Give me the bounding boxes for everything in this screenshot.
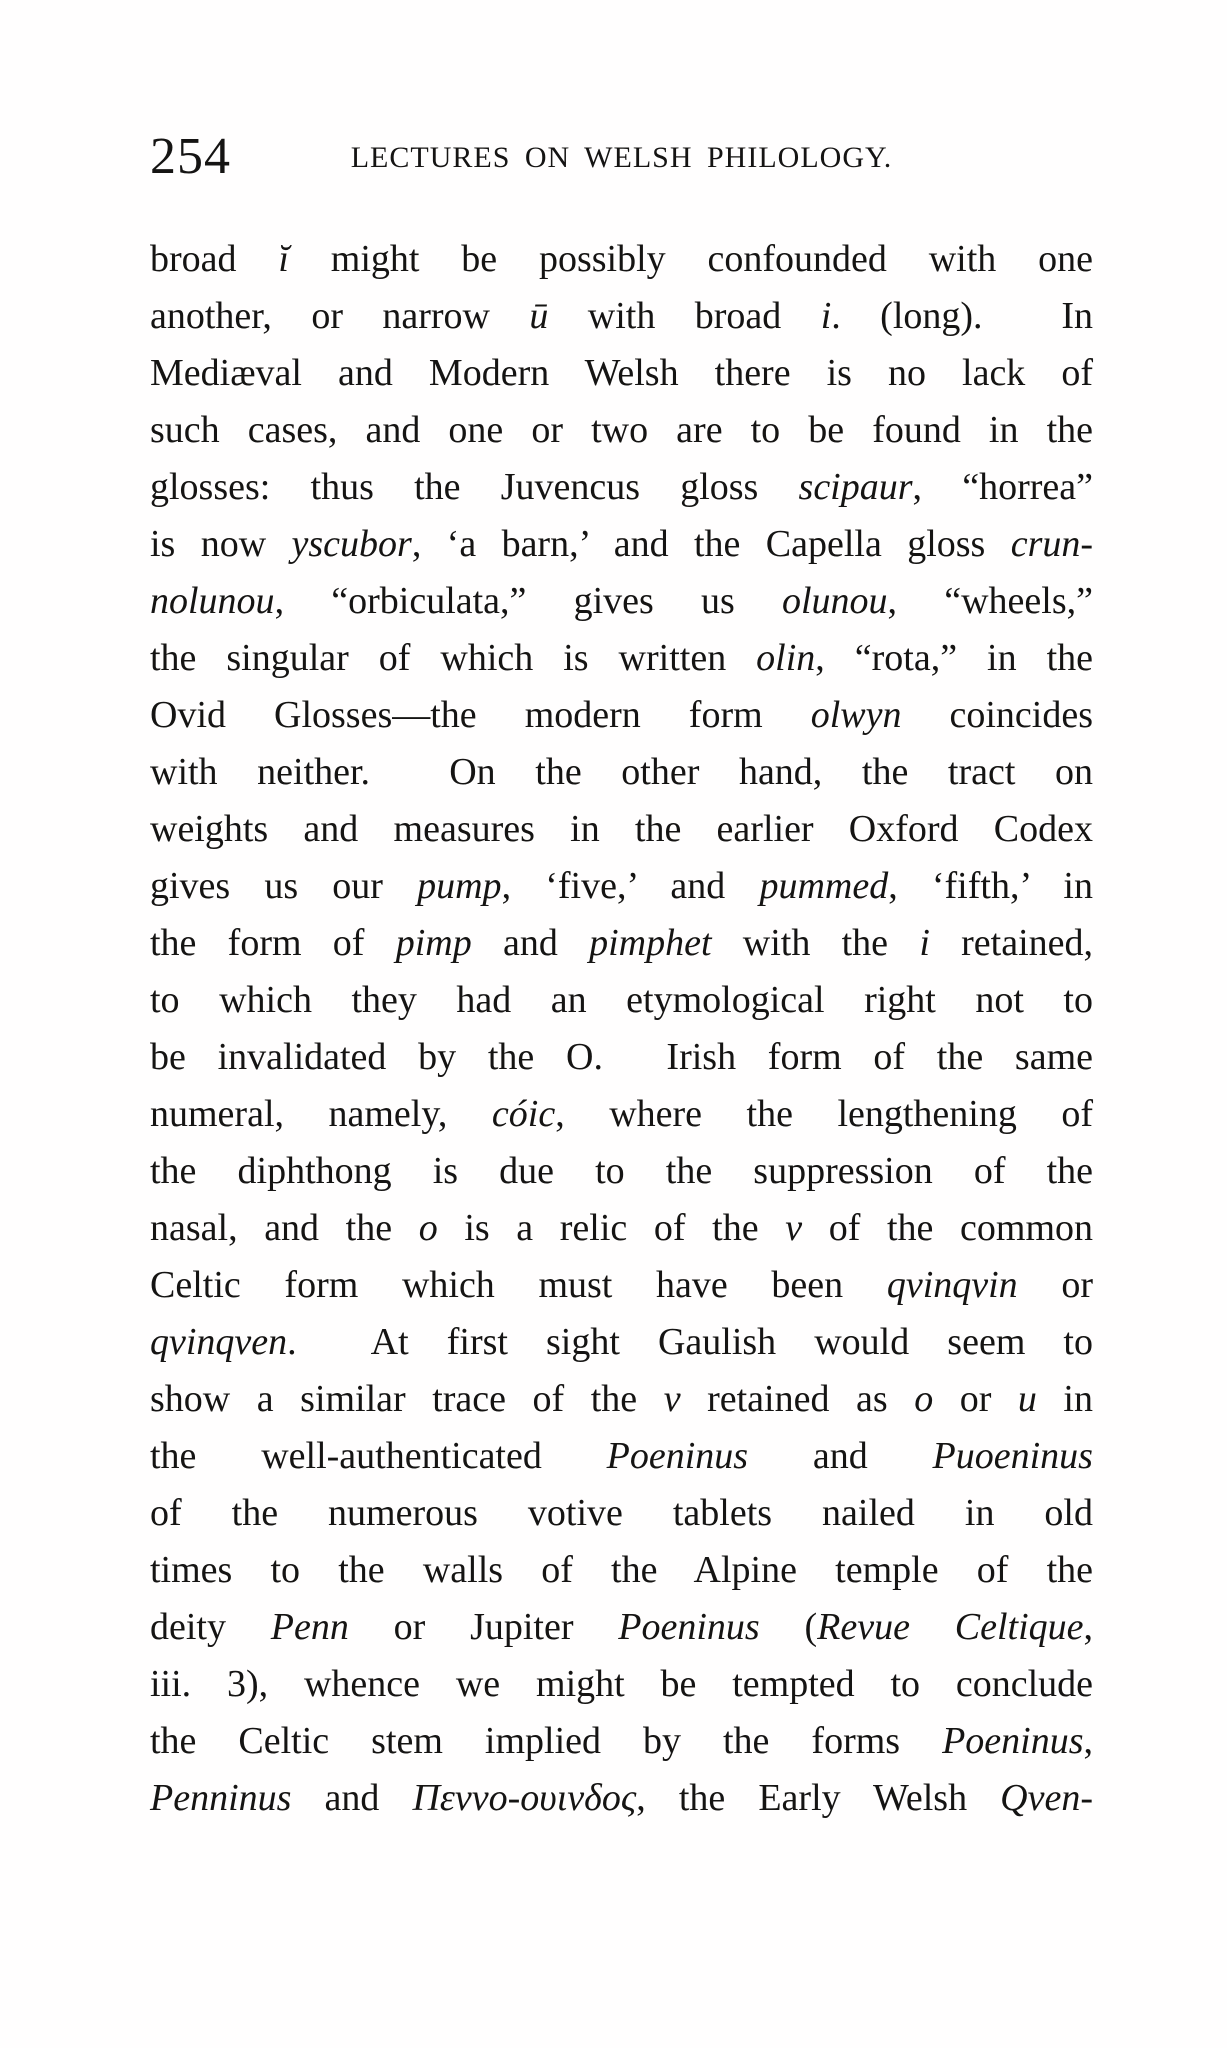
text-line (150, 1086, 1093, 1143)
italic-text: Poeninus (606, 1435, 749, 1477)
roman-text: , ‘fifth,’ in (888, 865, 1093, 907)
text-line (150, 858, 1093, 915)
roman-text: broad (150, 238, 279, 280)
italic-text: qvinqven (150, 1321, 288, 1363)
roman-text: . (long). In (831, 295, 1093, 337)
roman-text: or Jupiter (348, 1606, 619, 1648)
page-header (150, 0, 1093, 200)
italic-text: nolunou (150, 580, 275, 622)
roman-text: , “horrea” (912, 466, 1093, 508)
italic-text: crun- (1010, 523, 1094, 565)
italic-text: ĭ (278, 238, 289, 280)
roman-text: retained, (929, 922, 1094, 964)
roman-text: nasal, and the (150, 1207, 419, 1249)
italic-text: o (418, 1207, 438, 1249)
text-line (150, 801, 1093, 858)
roman-text: , “wheels,” (887, 580, 1093, 622)
roman-text: to which they had an etymological right not to (150, 979, 1093, 1021)
text-line (150, 1542, 1093, 1599)
roman-text: the diphthong is due to the suppression of the (150, 1150, 1093, 1192)
text-line (150, 1371, 1093, 1428)
italic-text: olunou (781, 580, 888, 622)
italic-text: v (785, 1207, 803, 1249)
italic-text: qvinqvin (886, 1264, 1018, 1306)
roman-text: is now (150, 523, 292, 565)
text-line (150, 402, 1093, 459)
italic-text: pimp (395, 922, 472, 964)
italic-text: cóic (491, 1093, 556, 1135)
text-line (150, 1599, 1093, 1656)
italic-text: pimphet (589, 922, 712, 964)
roman-text: Ovid Glosses—the modern form (150, 694, 811, 736)
italic-text: Poeninus (618, 1606, 760, 1648)
roman-text: times to the walls of the Alpine temple of the (150, 1549, 1093, 1591)
roman-text: coincides (901, 694, 1093, 736)
italic-text: olin (756, 637, 816, 679)
italic-text: o (914, 1378, 934, 1420)
italic-text: pump (417, 865, 502, 907)
italic-text: Qven- (1000, 1777, 1093, 1819)
roman-text: , ‘a barn,’ and the Capella gloss (411, 523, 1011, 565)
roman-text: and (748, 1435, 933, 1477)
text-line (150, 1257, 1093, 1314)
italic-text: u (1017, 1378, 1037, 1420)
roman-text: with broad (548, 295, 821, 337)
roman-text: with the (711, 922, 920, 964)
roman-text: weights and measures in the earlier Oxford Codex (150, 808, 1093, 850)
roman-text: , (1083, 1606, 1094, 1648)
text-line (150, 231, 1093, 288)
roman-text: iii. 3), whence we might be tempted to conclude (150, 1663, 1093, 1705)
roman-text: is a relic of the (437, 1207, 786, 1249)
roman-text: be invalidated by the O. Irish form of the same (150, 1036, 1093, 1078)
text-line (150, 459, 1093, 516)
text-line (150, 687, 1093, 744)
roman-text: , ‘five,’ and (501, 865, 760, 907)
italic-text: Revue Celtique (817, 1606, 1084, 1648)
italic-text: i (919, 922, 930, 964)
italic-text: i (820, 295, 832, 337)
text-line (150, 744, 1093, 801)
italic-text: pummed (759, 865, 889, 907)
running-title: LECTURES ON WELSH PHILOLOGY. (350, 141, 893, 174)
italic-text: yscubor (291, 523, 412, 565)
roman-text: of the common (802, 1207, 1094, 1249)
roman-text: or (933, 1378, 1018, 1420)
roman-text: , (1083, 1720, 1093, 1762)
roman-text: and (471, 922, 590, 964)
text-line (150, 1713, 1093, 1770)
italic-text: Penn (270, 1606, 349, 1648)
roman-text: and (291, 1777, 413, 1819)
roman-text: show a similar trace of the (150, 1378, 664, 1420)
roman-text: gives us our (150, 865, 418, 907)
roman-text: the Celtic stem implied by the forms (150, 1720, 943, 1762)
roman-text: , “rota,” in the (815, 637, 1093, 679)
text-line (150, 516, 1093, 573)
roman-text: such cases, and one or two are to be found in the (150, 409, 1093, 451)
roman-text: , the Early Welsh (636, 1777, 1001, 1819)
page-number: 254 (150, 128, 231, 185)
roman-text: or (1017, 1264, 1094, 1306)
roman-text: ( (759, 1606, 818, 1648)
italic-text: ū (529, 295, 549, 337)
roman-text: , “orbiculata,” gives us (274, 580, 782, 622)
roman-text: Celtic form which must have been (150, 1264, 887, 1306)
roman-text: might be possibly confounded with one (288, 238, 1093, 280)
body-text (150, 231, 1093, 1827)
roman-text: another, or narrow (150, 295, 530, 337)
italic-text: Poeninus (942, 1720, 1084, 1762)
text-line (150, 345, 1093, 402)
italic-text: Πεννο-ουινδος (412, 1777, 637, 1819)
italic-text: v (663, 1378, 681, 1420)
italic-text: Penninus (150, 1777, 292, 1819)
italic-text: Puoeninus (932, 1435, 1093, 1477)
roman-text: of the numerous votive tablets nailed in old (150, 1492, 1093, 1534)
roman-text: the well-authenticated (150, 1435, 607, 1477)
roman-text: deity (150, 1606, 271, 1648)
text-line (150, 630, 1093, 687)
text-line (150, 972, 1093, 1029)
text-line (150, 288, 1093, 345)
roman-text: in (1036, 1378, 1093, 1420)
text-line (150, 1143, 1093, 1200)
roman-text: . At first sight Gaulish would seem to (287, 1321, 1093, 1363)
text-line (150, 1200, 1093, 1257)
text-line (150, 1029, 1093, 1086)
text-line (150, 573, 1093, 630)
text-line (150, 1314, 1093, 1371)
text-line (150, 915, 1093, 972)
roman-text: the singular of which is written (150, 637, 757, 679)
text-line (150, 1656, 1093, 1713)
roman-text: Mediæval and Modern Welsh there is no lack of (150, 352, 1093, 394)
italic-text: scipaur (798, 466, 913, 508)
text-line (150, 1485, 1093, 1542)
text-line (150, 1770, 1093, 1827)
italic-text: olwyn (810, 694, 902, 736)
roman-text: retained as (680, 1378, 915, 1420)
roman-text: the form of (150, 922, 396, 964)
roman-text: , where the lengthening of (555, 1093, 1093, 1135)
roman-text: with neither. On the other hand, the tract on (150, 751, 1093, 793)
text-line (150, 1428, 1093, 1485)
roman-text: numeral, namely, (150, 1093, 492, 1135)
roman-text: glosses: thus the Juvencus gloss (150, 466, 799, 508)
